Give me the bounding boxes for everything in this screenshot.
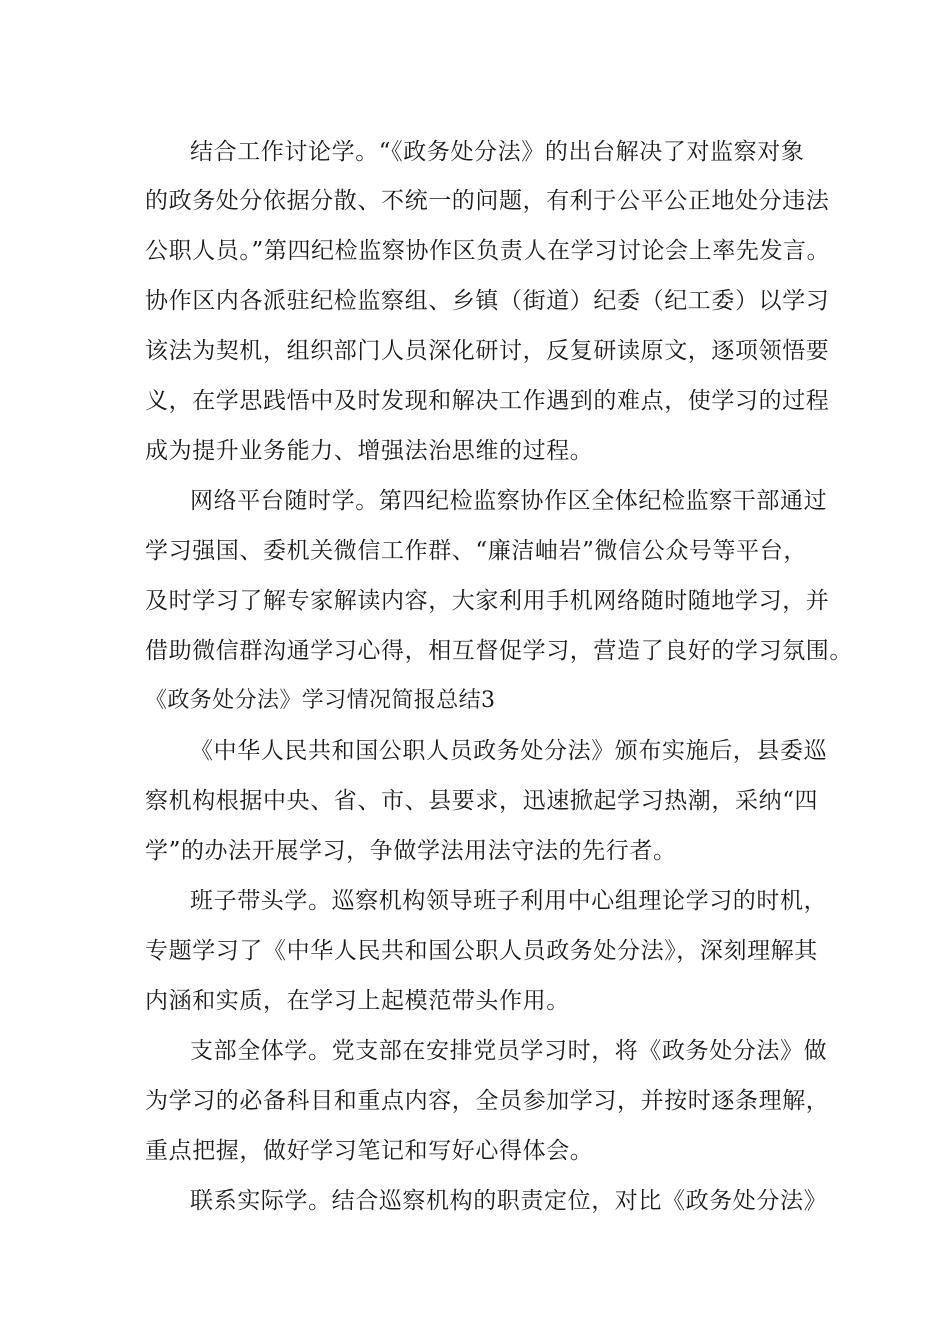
paragraph-line: 《中华人民共和国公职人员政务处分法》颁布实施后，县委巡 [190,738,828,764]
section-heading: 《政务处分法》学习情况简报总结3 [145,688,496,713]
paragraph-line: 结合工作讨论学。“《政务处分法》的出台解决了对监察对象 [190,139,805,165]
paragraph-line: 协作区内各派驻纪检监察组、乡镇（街道）纪委（纪工委）以学习 [145,288,830,314]
paragraph-line: 该法为契机，组织部门人员深化研讨，反复研读原文，逐项领悟要 [145,338,830,364]
paragraph-line: 为学习的必备科目和重点内容，全员参加学习，并按时逐条理解， [145,1088,830,1114]
paragraph-line: 成为提升业务能力、增强法治思维的过程。 [145,438,594,464]
paragraph-line: 借助微信群沟通学习心得，相互督促学习，营造了良好的学习氛围。 [145,638,853,664]
paragraph-line: 班子带头学。巡察机构领导班子利用中心组理论学习的时机， [190,888,828,914]
paragraph-line: 专题学习了《中华人民共和国公职人员政务处分法》，深刻理解其 [145,938,818,964]
paragraph-line: 及时学习了解专家解读内容，大家利用手机网络随时随地学习，并 [145,588,830,614]
paragraph-line: 重点把握，做好学习笔记和写好心得体会。 [145,1138,594,1164]
paragraph-line: 支部全体学。党支部在安排党员学习时，将《政务处分法》做 [190,1038,828,1064]
paragraph-line: 内涵和实质，在学习上起模范带头作用。 [145,988,570,1014]
paragraph-line: 公职人员。”第四纪检监察协作区负责人在学习讨论会上率先发言。 [145,238,831,264]
paragraph-line: 义，在学思践悟中及时发现和解决工作遇到的难点，使学习的过程 [145,388,830,414]
paragraph-line: 的政务处分依据分散、不统一的问题，有利于公平公正地处分违法 [145,188,830,214]
paragraph-line: 察机构根据中央、省、市、县要求，迅速掀起学习热潮，采纳“四 [145,788,819,814]
paragraph-line: 学习强国、委机关微信工作群、“廉洁岫岩”微信公众号等平台， [145,538,807,564]
paragraph-line: 联系实际学。结合巡察机构的职责定位，对比《政务处分法》 [190,1188,828,1214]
paragraph-line: 学”的办法开展学习，争做学法用法守法的先行者。 [145,838,677,864]
paragraph-line: 网络平台随时学。第四纪检监察协作区全体纪检监察干部通过 [190,488,828,514]
